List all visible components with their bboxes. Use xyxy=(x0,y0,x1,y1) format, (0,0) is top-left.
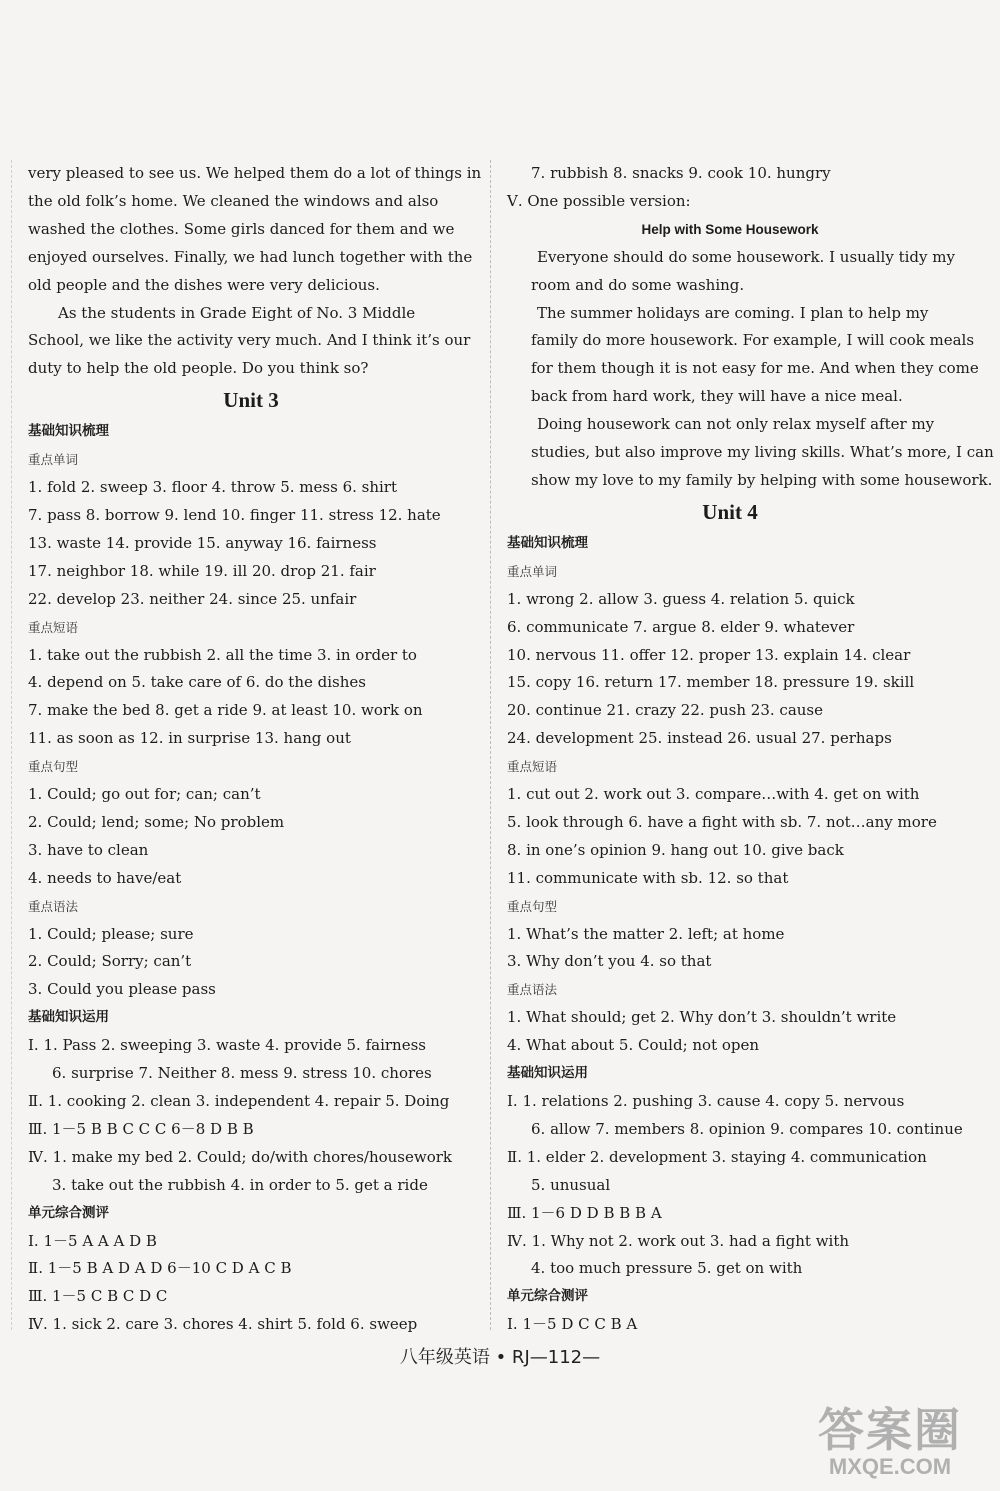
paragraph-start: The summer holidays are coming. I plan to help my xyxy=(537,303,929,322)
answer-line: Ⅱ. 1. elder 2. development 3. staying 4. communication xyxy=(507,1147,927,1166)
answer-line: 3. have to clean xyxy=(28,840,149,859)
answer-line: Ⅲ. 1－5 C B C D C xyxy=(28,1287,168,1306)
answer-line: 6. surprise 7. Neither 8. mess 9. stress 10. chores xyxy=(52,1064,432,1083)
section-heading: 单元综合测评 xyxy=(507,1288,588,1305)
watermark-text-cn: 答案圈 xyxy=(818,1403,962,1457)
answer-line: 4. too much pressure 5. get on with xyxy=(531,1259,803,1278)
answer-line: 4. needs to have/eat xyxy=(28,868,182,887)
text-line: for them though it is not easy for me. And when they come xyxy=(531,359,979,378)
text-line: School, we like the activity very much. And I think it’s our xyxy=(28,331,471,350)
answer-line: 11. as soon as 12. in surprise 13. hang out xyxy=(28,729,351,748)
answer-line: Ⅰ. 1－5 A A A D B xyxy=(28,1231,157,1250)
text-line: washed the clothes. Some girls danced for them and we xyxy=(28,219,455,238)
answer-line: Ⅳ. 1. Why not 2. work out 3. had a fight with xyxy=(507,1231,850,1250)
answer-line: 15. copy 16. return 17. member 18. pressure 19. skill xyxy=(507,673,915,692)
answer-line: Ⅳ. 1. make my bed 2. Could; do/with chores/housework xyxy=(28,1147,453,1166)
answer-line: 6. allow 7. members 8. opinion 9. compares 10. continue xyxy=(531,1119,963,1138)
answer-line: 11. communicate with sb. 12. so that xyxy=(507,868,789,887)
unit-heading: Unit 4 xyxy=(702,499,758,524)
right-column xyxy=(507,160,994,1339)
answer-line: 17. neighbor 18. while 19. ill 20. drop 21. fair xyxy=(28,561,376,580)
section-heading: 基础知识运用 xyxy=(28,1009,109,1026)
left-margin-rule xyxy=(11,160,12,1330)
section-heading: 单元综合测评 xyxy=(28,1204,109,1221)
answer-line: 1. Could; please; sure xyxy=(28,924,194,943)
answer-line: 1. fold 2. sweep 3. floor 4. throw 5. mess 6. shirt xyxy=(28,478,398,497)
text-line: family do more housework. For example, I will cook meals xyxy=(531,331,975,350)
answer-line: 22. develop 23. neither 24. since 25. unfair xyxy=(28,589,357,608)
answer-line: 1. cut out 2. work out 3. compare…with 4. get on with xyxy=(507,785,920,804)
answer-line: 5. look through 6. have a fight with sb. 7. not…any more xyxy=(507,812,937,831)
answer-line: Ⅰ. 1. Pass 2. sweeping 3. waste 4. provide 5. fairness xyxy=(28,1036,426,1055)
answer-line: 7. pass 8. borrow 9. lend 10. finger 11. stress 12. hate xyxy=(28,505,441,524)
left-column xyxy=(28,160,482,1339)
answer-line: Ⅰ. 1. relations 2. pushing 3. cause 4. copy 5. nervous xyxy=(507,1092,905,1110)
text-line: the old folk’s home. We cleaned the windows and also xyxy=(28,191,439,210)
column-divider xyxy=(490,160,491,1330)
answer-line: room and do some washing. xyxy=(531,275,745,294)
watermark-logo xyxy=(800,1405,980,1479)
answer-line: 6. communicate 7. argue 8. elder 9. whatever xyxy=(507,617,855,636)
answer-line: 4. depend on 5. take care of 6. do the dishes xyxy=(28,673,366,692)
answer-line: old people and the dishes were very delicious. xyxy=(28,275,380,294)
text-line: enjoyed ourselves. Finally, we had lunch together with the xyxy=(28,247,473,266)
answer-line: 1. wrong 2. allow 3. guess 4. relation 5. quick xyxy=(507,589,855,608)
answer-line: 4. What about 5. Could; not open xyxy=(507,1036,760,1055)
subsection-heading: 重点语法 xyxy=(28,898,79,914)
answer-line: back from hard work, they will have a nice meal. xyxy=(531,387,903,406)
answer-line: 1. Could; go out for; can; can’t xyxy=(28,785,261,804)
answer-line: 1. What should; get 2. Why don’t 3. shouldn’t write xyxy=(507,1008,897,1027)
answer-line: Ⅲ. 1－6 D D B B B A xyxy=(507,1203,662,1222)
page-footer: 八年级英语 • RJ—112— xyxy=(399,1347,601,1368)
answer-line: Ⅴ. One possible version: xyxy=(507,191,691,210)
answer-line: 7. rubbish 8. snacks 9. cook 10. hungry xyxy=(531,164,831,182)
paragraph-start: As the students in Grade Eight of No. 3 Middle xyxy=(58,303,416,322)
essay-title: Help with Some Housework xyxy=(641,221,819,237)
subsection-heading: 重点单词 xyxy=(507,563,558,579)
answer-line: 5. unusual xyxy=(531,1175,611,1194)
answer-line: 1. What’s the matter 2. left; at home xyxy=(507,924,785,943)
watermark-text-en: MXQE.COM xyxy=(828,1454,952,1479)
unit-heading: Unit 3 xyxy=(223,388,279,413)
answer-line: 13. waste 14. provide 15. anyway 16. fairness xyxy=(28,533,377,552)
answer-line: 20. continue 21. crazy 22. push 23. cause xyxy=(507,701,824,720)
text-line: very pleased to see us. We helped them do a lot of things in xyxy=(28,164,482,182)
answer-line: 3. take out the rubbish 4. in order to 5. get a ride xyxy=(52,1175,428,1194)
subsection-heading: 重点句型 xyxy=(507,898,558,914)
answer-line: Ⅳ. 1. sick 2. care 3. chores 4. shirt 5. fold 6. sweep xyxy=(28,1315,418,1334)
subsection-heading: 重点短语 xyxy=(507,759,558,775)
answer-line: duty to help the old people. Do you think so? xyxy=(28,359,369,378)
answer-line: 24. development 25. instead 26. usual 27. perhaps xyxy=(507,729,892,748)
paragraph-start: Doing housework can not only relax myself after my xyxy=(537,415,935,434)
answer-line: 10. nervous 11. offer 12. proper 13. explain 14. clear xyxy=(507,645,911,664)
section-heading: 基础知识梳理 xyxy=(28,423,109,440)
answer-line: Ⅲ. 1－5 B B C C C 6－8 D B B xyxy=(28,1119,254,1138)
answer-line: 3. Why don’t you 4. so that xyxy=(507,952,712,971)
answer-line: 2. Could; lend; some; No problem xyxy=(28,812,285,831)
subsection-heading: 重点短语 xyxy=(28,619,79,635)
answer-line: show my love to my family by helping with some housework. xyxy=(531,470,993,489)
subsection-heading: 重点句型 xyxy=(28,759,79,775)
answer-line: Ⅱ. 1. cooking 2. clean 3. independent 4. repair 5. Doing xyxy=(28,1092,450,1110)
subsection-heading: 重点单词 xyxy=(28,452,79,468)
subsection-heading: 重点语法 xyxy=(507,982,558,998)
answer-line: 2. Could; Sorry; can’t xyxy=(28,952,192,971)
answer-line: 8. in one’s opinion 9. hang out 10. give back xyxy=(507,840,844,859)
text-line: studies, but also improve my living skills. What’s more, I can xyxy=(531,443,994,462)
answer-line: 3. Could you please pass xyxy=(28,980,216,999)
answer-line: Ⅱ. 1－5 B A D A D 6－10 C D A C B xyxy=(28,1259,292,1278)
paragraph-start: Everyone should do some housework. I usually tidy my xyxy=(537,247,955,266)
answer-line: 1. take out the rubbish 2. all the time 3. in order to xyxy=(28,645,417,664)
section-heading: 基础知识运用 xyxy=(507,1065,588,1082)
answer-line: 7. make the bed 8. get a ride 9. at least 10. work on xyxy=(28,701,423,720)
section-heading: 基础知识梳理 xyxy=(507,534,588,551)
answer-line: Ⅰ. 1－5 D C C B A xyxy=(507,1315,638,1334)
